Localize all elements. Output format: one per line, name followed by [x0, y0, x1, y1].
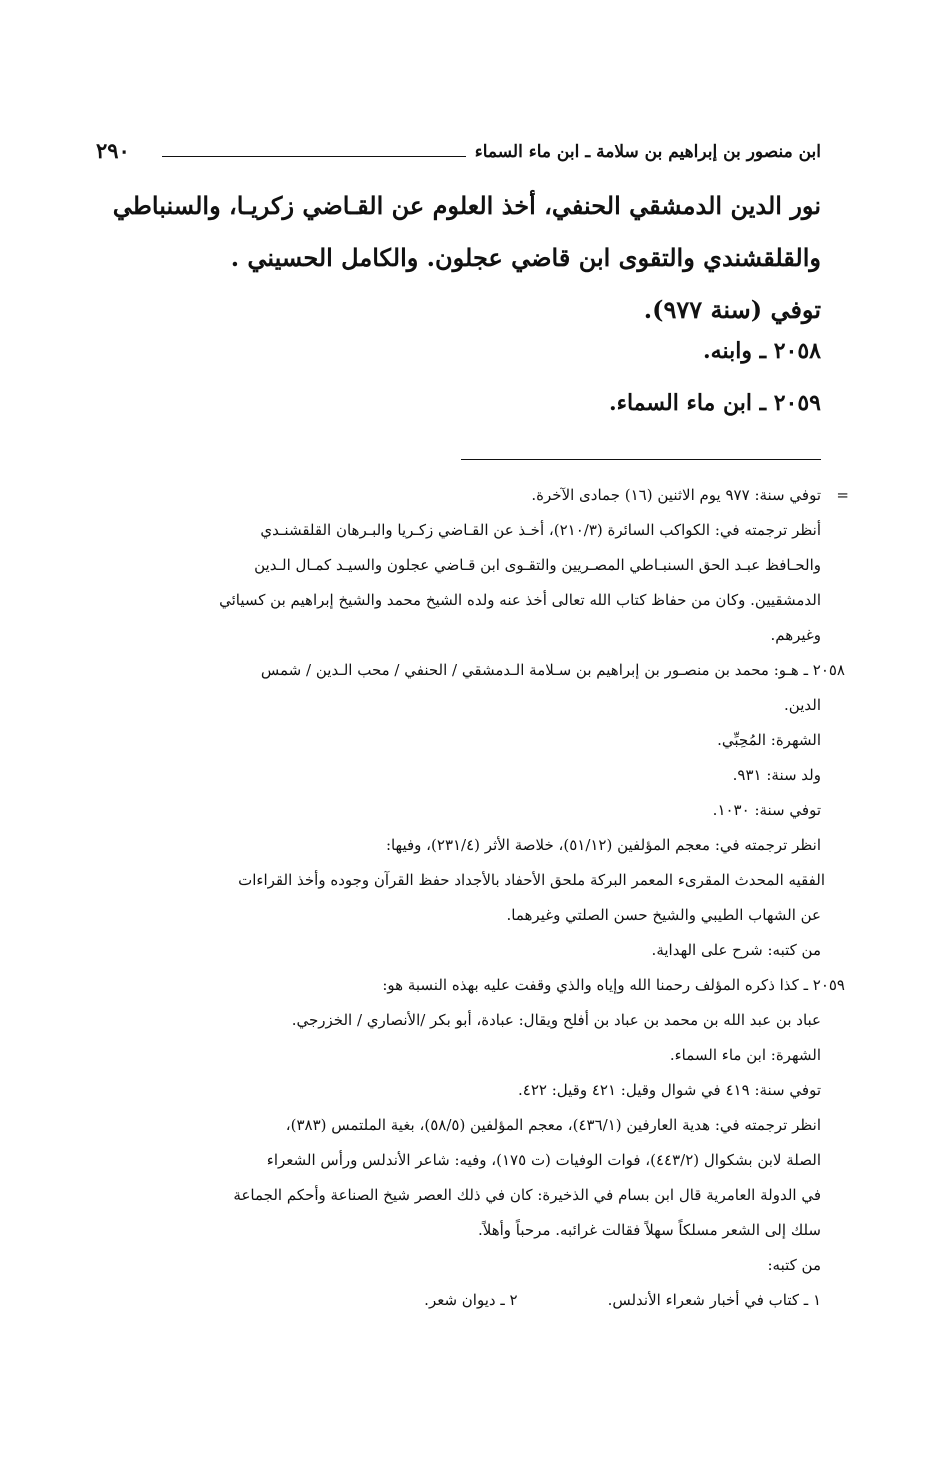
main-text	[100, 180, 821, 336]
footnote-line: توفي سنة: ١٠٣٠.	[712, 801, 821, 819]
footnote-line: سلك إلى الشعر مسلكاً سهلاً فقالت غرائبه. مرحباً وأهلاً.	[477, 1221, 821, 1239]
footnote-line: توفي سنة: ٤١٩ في شوال وقيل: ٤٢١ وقيل: ٤٢٢.	[518, 1081, 821, 1099]
main-line: والقلقشندي والتقوى ابن قاضي عجلون. والكامل الحسيني .	[230, 243, 821, 272]
running-header	[96, 138, 821, 174]
main-line: توفي (سنة ٩٧٧).	[643, 295, 821, 324]
header-rule	[162, 156, 466, 157]
footnote-separator	[461, 459, 821, 460]
running-title: ابن منصور بن إبراهيم بن سلامة ـ ابن ماء السماء	[474, 142, 821, 162]
footnote-line: والحـافظ عبـد الحق السنبـاطي المصـريين والتقـوى ابن قـاضي عجلون والسيـد كمـال الـدين	[254, 556, 821, 574]
footnote-line: عن الشهاب الطيبي والشيخ حسن الصلتي وغيرهما.	[506, 906, 821, 924]
footnote-line: الدمشقيين. وكان من حفاظ كتاب الله تعالى أخذ عنه ولده الشيخ محمد والشيخ إبراهيم بن كسيائي	[219, 591, 821, 609]
footnote-line: وغيرهم.	[770, 626, 821, 644]
book-item: ١ ـ كتاب في أخبار شعراء الأندلس.	[607, 1291, 821, 1309]
footnote-line: ٢٠٥٨ ـ هـو: محمد بن منصـور بن إبراهيم بن سـلامة الـدمشقي / الحنفي / محب الـدين / شمس	[260, 661, 845, 679]
footnote-line: الدين.	[784, 696, 821, 714]
footnote-line: انظر ترجمته في: هدية العارفين (٤٣٦/١)، معجم المؤلفين (٥٨/٥)، بغية الملتمس (٣٨٣)،	[285, 1116, 821, 1134]
footnote-line: أنظر ترجمته في: الكواكب السائرة (٢١٠/٣)، أخـذ عن القـاضي زكـريا والبـرهان القلقشنـدي	[260, 521, 821, 539]
footnote-line: الشهرة: المُحِبِّي.	[717, 731, 821, 749]
footnote-line: انظر ترجمته في: معجم المؤلفين (٥١/١٢)، خلاصة الأثر (٢٣١/٤)، وفيها:	[385, 836, 821, 854]
footnotes	[100, 478, 849, 1318]
book-item: ٢ ـ ديوان شعر.	[424, 1291, 518, 1309]
entry-heading-2058: ٢٠٥٨ ـ وابنه.	[703, 338, 821, 364]
entry-heading-2059: ٢٠٥٩ ـ ابن ماء السماء.	[608, 390, 821, 416]
footnote-line: في الدولة العامرية قال ابن بسام في الذخيرة: كان في ذلك العصر شيخ الصناعة وأحكم الجماعة	[233, 1186, 821, 1204]
footnote-line: من كتبه:	[767, 1256, 821, 1274]
footnote-line: من كتبه: شرح على الهداية.	[651, 941, 821, 959]
footnote-line: ٢٠٥٩ ـ كذا ذكره المؤلف رحمنا الله وإياه والذي وقفت عليه بهذه النسبة هو:	[382, 976, 845, 994]
footnote-line: ولد سنة: ٩٣١.	[732, 766, 821, 784]
footnote-line: = توفي سنة: ٩٧٧ يوم الاثنين (١٦) جمادى الآخرة.	[100, 478, 821, 513]
page-number: ٢٩٠	[96, 138, 130, 163]
continuation-marker: =	[836, 486, 849, 504]
footnote-line: عباد بن عبد الله بن محمد بن عباد بن أفلح ويقال: عبادة، أبو بكر /الأنصاري / الخزرجي.	[291, 1011, 821, 1029]
footnote-line: الصلة لابن بشكوال (٤٤٣/٢)، فوات الوفيات (ت ١٧٥)، وفيه: شاعر الأندلس ورأس الشعراء	[266, 1151, 821, 1169]
book-list	[100, 1283, 821, 1318]
footnote-line: الفقيه المحدث المقرىء المعمر البركة ملحق الأحفاد بالأجداد حفظ القرآن وجوده وأخذ القراءات	[238, 871, 825, 889]
footnote-line: الشهرة: ابن ماء السماء.	[669, 1046, 821, 1064]
main-line: نور الدين الدمشقي الحنفي، أخذ العلوم عن القـاضي زكريـا، والسنباطي	[112, 191, 821, 220]
